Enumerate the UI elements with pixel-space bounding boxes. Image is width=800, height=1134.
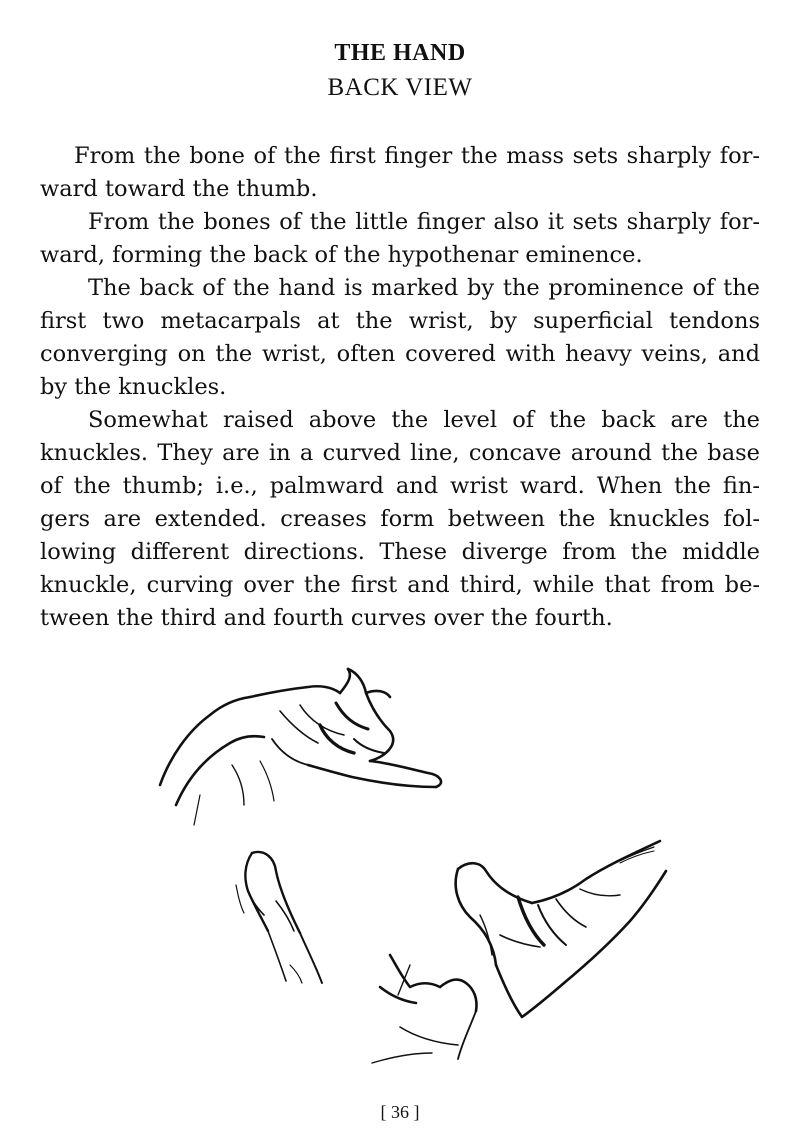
hand-sketch-icon: [140, 665, 700, 1085]
body-text: [40, 140, 760, 635]
page-title: THE HAND: [334, 40, 466, 66]
page-number-open-bracket: [: [380, 1102, 387, 1122]
paragraph-2: From the bones of the little finger also it sets sharply for-ward, forming the back of the hypothenar eminence.: [40, 209, 760, 268]
hand-sketch-illustration: [140, 665, 700, 1085]
lower-left-hand-sketch: [236, 852, 322, 983]
page-number-close-bracket: ]: [413, 1102, 420, 1122]
paragraph-4: Somewhat raised above the level of the back are the knuckles. They are in a curved line, concave around the base of the thumb; i.e., palmward and wrist ward. When the fin-gers are extended. creases form between the knuckles fol-lowing different directions. These diverge from the middle knuckle, curving over the first and third, while that from be-tween the third and fourth curves over the fourth.: [40, 407, 760, 631]
paragraph-1: From the bone of the first finger the mass sets sharply for-ward toward the thumb.: [40, 143, 760, 202]
lower-right-hand-sketch: [372, 841, 666, 1063]
paragraph-3: The back of the hand is marked by the prominence of the first two metacarpals at the wrist, by superficial tendons converging on the wrist, often covered with heavy veins, and by the knuckles.: [40, 275, 760, 400]
page-number-value: 36: [391, 1102, 409, 1122]
upper-hand-sketch: [160, 669, 441, 825]
page-number: [0, 1102, 800, 1123]
page-subtitle: BACK VIEW: [327, 74, 473, 101]
